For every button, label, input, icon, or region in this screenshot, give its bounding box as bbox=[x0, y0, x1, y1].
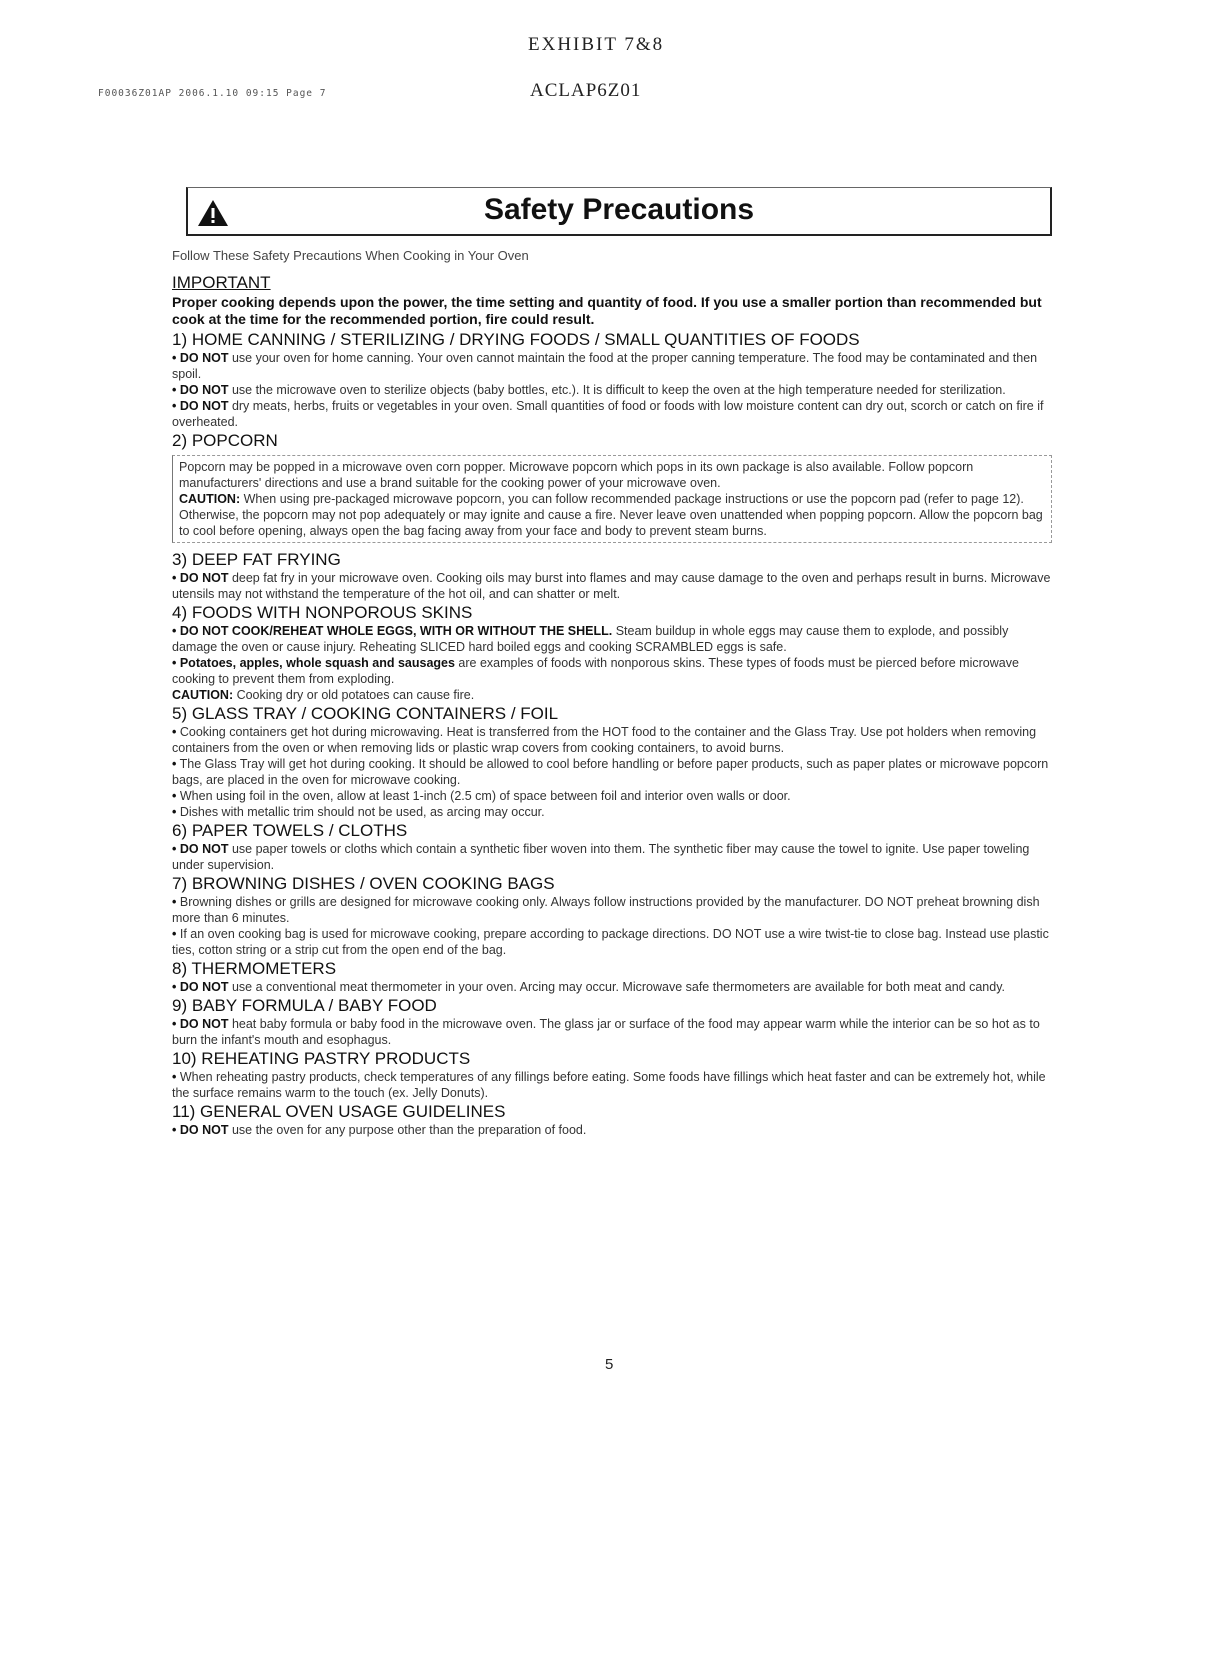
item-text: Popcorn may be popped in a microwave oven corn popper. Microwave popcorn which pops in its own package is also available. Follow popcorn manufacturers' directions and use a brand suitable for the cooking power of your microwave oven. bbox=[179, 460, 974, 490]
item-text: Browning dishes or grills are designed for microwave cooking only. Always follow instructions provided by the manufacturer. DO NOT preheat browning dish more than 6 minutes. bbox=[172, 895, 1040, 925]
item-text: heat baby formula or baby food in the microwave oven. The glass jar or surface of the food may appear warm while the interior can be so hot as to burn the infant's mouth and esophagus. bbox=[172, 1017, 1040, 1047]
section-item bbox=[179, 459, 1045, 491]
section-heading: 4) FOODS WITH NONPOROUS SKINS bbox=[172, 603, 473, 622]
section-item bbox=[172, 756, 1052, 788]
section-heading: 10) REHEATING PASTRY PRODUCTS bbox=[172, 1049, 471, 1068]
popcorn-box bbox=[172, 455, 1052, 543]
section-item bbox=[179, 491, 1045, 539]
item-emphasis: • bbox=[172, 927, 177, 941]
section-item bbox=[172, 979, 1052, 995]
item-text: Cooking containers get hot during microwaving. Heat is transferred from the HOT food to the container and the Glass Tray. Use pot holders when removing containers from the oven or when removing lids or plastic wrap covers from cooking containers, to avoid burns. bbox=[172, 725, 1037, 755]
item-text: Dishes with metallic trim should not be used, as arcing may occur. bbox=[176, 805, 545, 819]
item-text: use a conventional meat thermometer in your oven. Arcing may occur. Microwave safe thermometers are available for both meat and candy. bbox=[228, 980, 1006, 994]
page-title: Safety Precautions bbox=[483, 193, 755, 226]
item-emphasis: • bbox=[172, 789, 177, 803]
item-text: deep fat fry in your microwave oven. Cooking oils may burst into flames and may cause damage to the oven and perhaps result in burns. Microwave utensils may not withstand the temperature of the hot oil, and can shatter or melt. bbox=[172, 571, 1051, 601]
section-heading: 9) BABY FORMULA / BABY FOOD bbox=[172, 996, 437, 1015]
item-text: use the oven for any purpose other than the preparation of food. bbox=[228, 1123, 587, 1137]
item-emphasis: • bbox=[172, 895, 177, 909]
section-heading: 6) PAPER TOWELS / CLOTHS bbox=[172, 821, 408, 840]
section bbox=[172, 329, 1052, 430]
item-text: use paper towels or cloths which contain a synthetic fiber woven into them. The synthetic fiber may cause the towel to ignite. Use paper toweling under supervision. bbox=[172, 842, 1030, 872]
item-text: When reheating pastry products, check temperatures of any fillings before eating. Some foods have fillings which heat faster and can be extremely hot, while the surface remains warm to the touch (ex. Jelly Donuts). bbox=[172, 1070, 1046, 1100]
section-heading: 5) GLASS TRAY / COOKING CONTAINERS / FOIL bbox=[172, 704, 559, 723]
section-item bbox=[172, 841, 1052, 873]
item-emphasis: • bbox=[172, 725, 177, 739]
fax-header-line: F00036Z01AP 2006.1.10 09:15 Page 7 bbox=[98, 88, 327, 99]
section-item bbox=[172, 350, 1052, 382]
section-item bbox=[172, 1016, 1052, 1048]
section-item bbox=[172, 398, 1052, 430]
section bbox=[172, 430, 1052, 543]
page-number: 5 bbox=[605, 1356, 614, 1373]
section bbox=[172, 958, 1052, 995]
section-item bbox=[172, 1069, 1052, 1101]
item-text: When using foil in the oven, allow at least 1-inch (2.5 cm) of space between foil and interior oven walls or door. bbox=[176, 789, 791, 803]
follow-line: Follow These Safety Precautions When Cooking in Your Oven bbox=[172, 248, 529, 263]
item-emphasis: CAUTION: bbox=[172, 688, 234, 702]
section-item bbox=[172, 687, 1052, 703]
section-item bbox=[172, 926, 1052, 958]
exhibit-label: EXHIBIT 7&8 bbox=[528, 34, 665, 55]
section-heading: 3) DEEP FAT FRYING bbox=[172, 550, 341, 569]
item-emphasis: • DO NOT bbox=[172, 1123, 229, 1137]
item-text: use your oven for home canning. Your oven cannot maintain the food at the proper canning temperature. The food may be contaminated and then spoil. bbox=[172, 351, 1038, 381]
section-item bbox=[172, 655, 1052, 687]
item-text: dry meats, herbs, fruits or vegetables in your oven. Small quantities of food or foods with low moisture content can dry out, scorch or catch on fire if overheated. bbox=[172, 399, 1044, 429]
item-emphasis: • DO NOT bbox=[172, 383, 229, 397]
document-id: ACLAP6Z01 bbox=[530, 80, 642, 101]
item-emphasis: • DO NOT bbox=[172, 1017, 229, 1031]
section bbox=[172, 602, 1052, 703]
item-emphasis: • DO NOT bbox=[172, 980, 229, 994]
item-emphasis: • bbox=[172, 805, 177, 819]
section-heading: 2) POPCORN bbox=[172, 431, 278, 450]
item-emphasis: • DO NOT COOK/REHEAT WHOLE EGGS, WITH OR WITHOUT THE SHELL. bbox=[172, 624, 613, 638]
section-heading: 11) GENERAL OVEN USAGE GUIDELINES bbox=[172, 1102, 506, 1121]
section-item bbox=[172, 894, 1052, 926]
sections-container bbox=[172, 329, 1052, 1138]
item-text: The Glass Tray will get hot during cooking. It should be allowed to cool before handling or before paper products, such as paper plates or microwave popcorn bags, are placed in the oven for microwave cooking. bbox=[172, 757, 1049, 787]
item-emphasis: • DO NOT bbox=[172, 842, 229, 856]
item-emphasis: • DO NOT bbox=[172, 571, 229, 585]
item-emphasis: • Potatoes, apples, whole squash and sausages bbox=[172, 656, 455, 670]
section bbox=[172, 995, 1052, 1048]
section-heading: 1) HOME CANNING / STERILIZING / DRYING FOODS / SMALL QUANTITIES OF FOODS bbox=[172, 330, 860, 349]
section bbox=[172, 820, 1052, 873]
item-emphasis: • DO NOT bbox=[172, 399, 229, 413]
item-emphasis: • bbox=[172, 1070, 177, 1084]
section bbox=[172, 1048, 1052, 1101]
title-box bbox=[186, 187, 1052, 236]
section-item bbox=[172, 623, 1052, 655]
section-heading: 8) THERMOMETERS bbox=[172, 959, 337, 978]
section-heading: 7) BROWNING DISHES / OVEN COOKING BAGS bbox=[172, 874, 555, 893]
item-text: Steam buildup in whole eggs may cause them to explode, and possibly damage the oven or cause injury. Reheating SLICED hard boiled eggs and cooking SCRAMBLED eggs is safe. bbox=[172, 624, 1009, 654]
important-label: IMPORTANT bbox=[172, 273, 271, 292]
item-text: are examples of foods with nonporous skins. These types of foods must be pierced before microwave cooking to prevent them from exploding. bbox=[172, 656, 1019, 686]
item-text: Cooking dry or old potatoes can cause fire. bbox=[233, 688, 475, 702]
section bbox=[172, 549, 1052, 602]
item-emphasis: • bbox=[172, 757, 177, 771]
item-text: If an oven cooking bag is used for microwave cooking, prepare according to package directions. DO NOT use a wire twist-tie to close bag. Instead use plastic ties, cotton string or a strip cut from the open end of the bag. bbox=[172, 927, 1049, 957]
section-item bbox=[172, 724, 1052, 756]
item-emphasis: • DO NOT bbox=[172, 351, 229, 365]
section-item bbox=[172, 1122, 1052, 1138]
section bbox=[172, 1101, 1052, 1138]
section-item bbox=[172, 788, 1052, 804]
section-item bbox=[172, 804, 1052, 820]
section-item bbox=[172, 382, 1052, 398]
section bbox=[172, 873, 1052, 958]
item-text: When using pre-packaged microwave popcorn, you can follow recommended package instructions or use the popcorn pad (refer to page 12). Otherwise, the popcorn may not pop adequately or may ignite and cause a fire. Never leave oven unattended when popping popcorn. Allow the popcorn bag to cool before opening, always open the bag facing away from your face and body to prevent steam burns. bbox=[179, 492, 1043, 538]
section-item bbox=[172, 570, 1052, 602]
intro-paragraph: Proper cooking depends upon the power, the time setting and quantity of food. If you use a smaller portion than recommended but cook at the time for the recommended portion, fire could result. bbox=[172, 294, 1042, 327]
item-text: use the microwave oven to sterilize objects (baby bottles, etc.). It is difficult to keep the oven at the high temperature needed for sterilization. bbox=[228, 383, 1006, 397]
item-emphasis: CAUTION: bbox=[179, 492, 241, 506]
section bbox=[172, 703, 1052, 820]
